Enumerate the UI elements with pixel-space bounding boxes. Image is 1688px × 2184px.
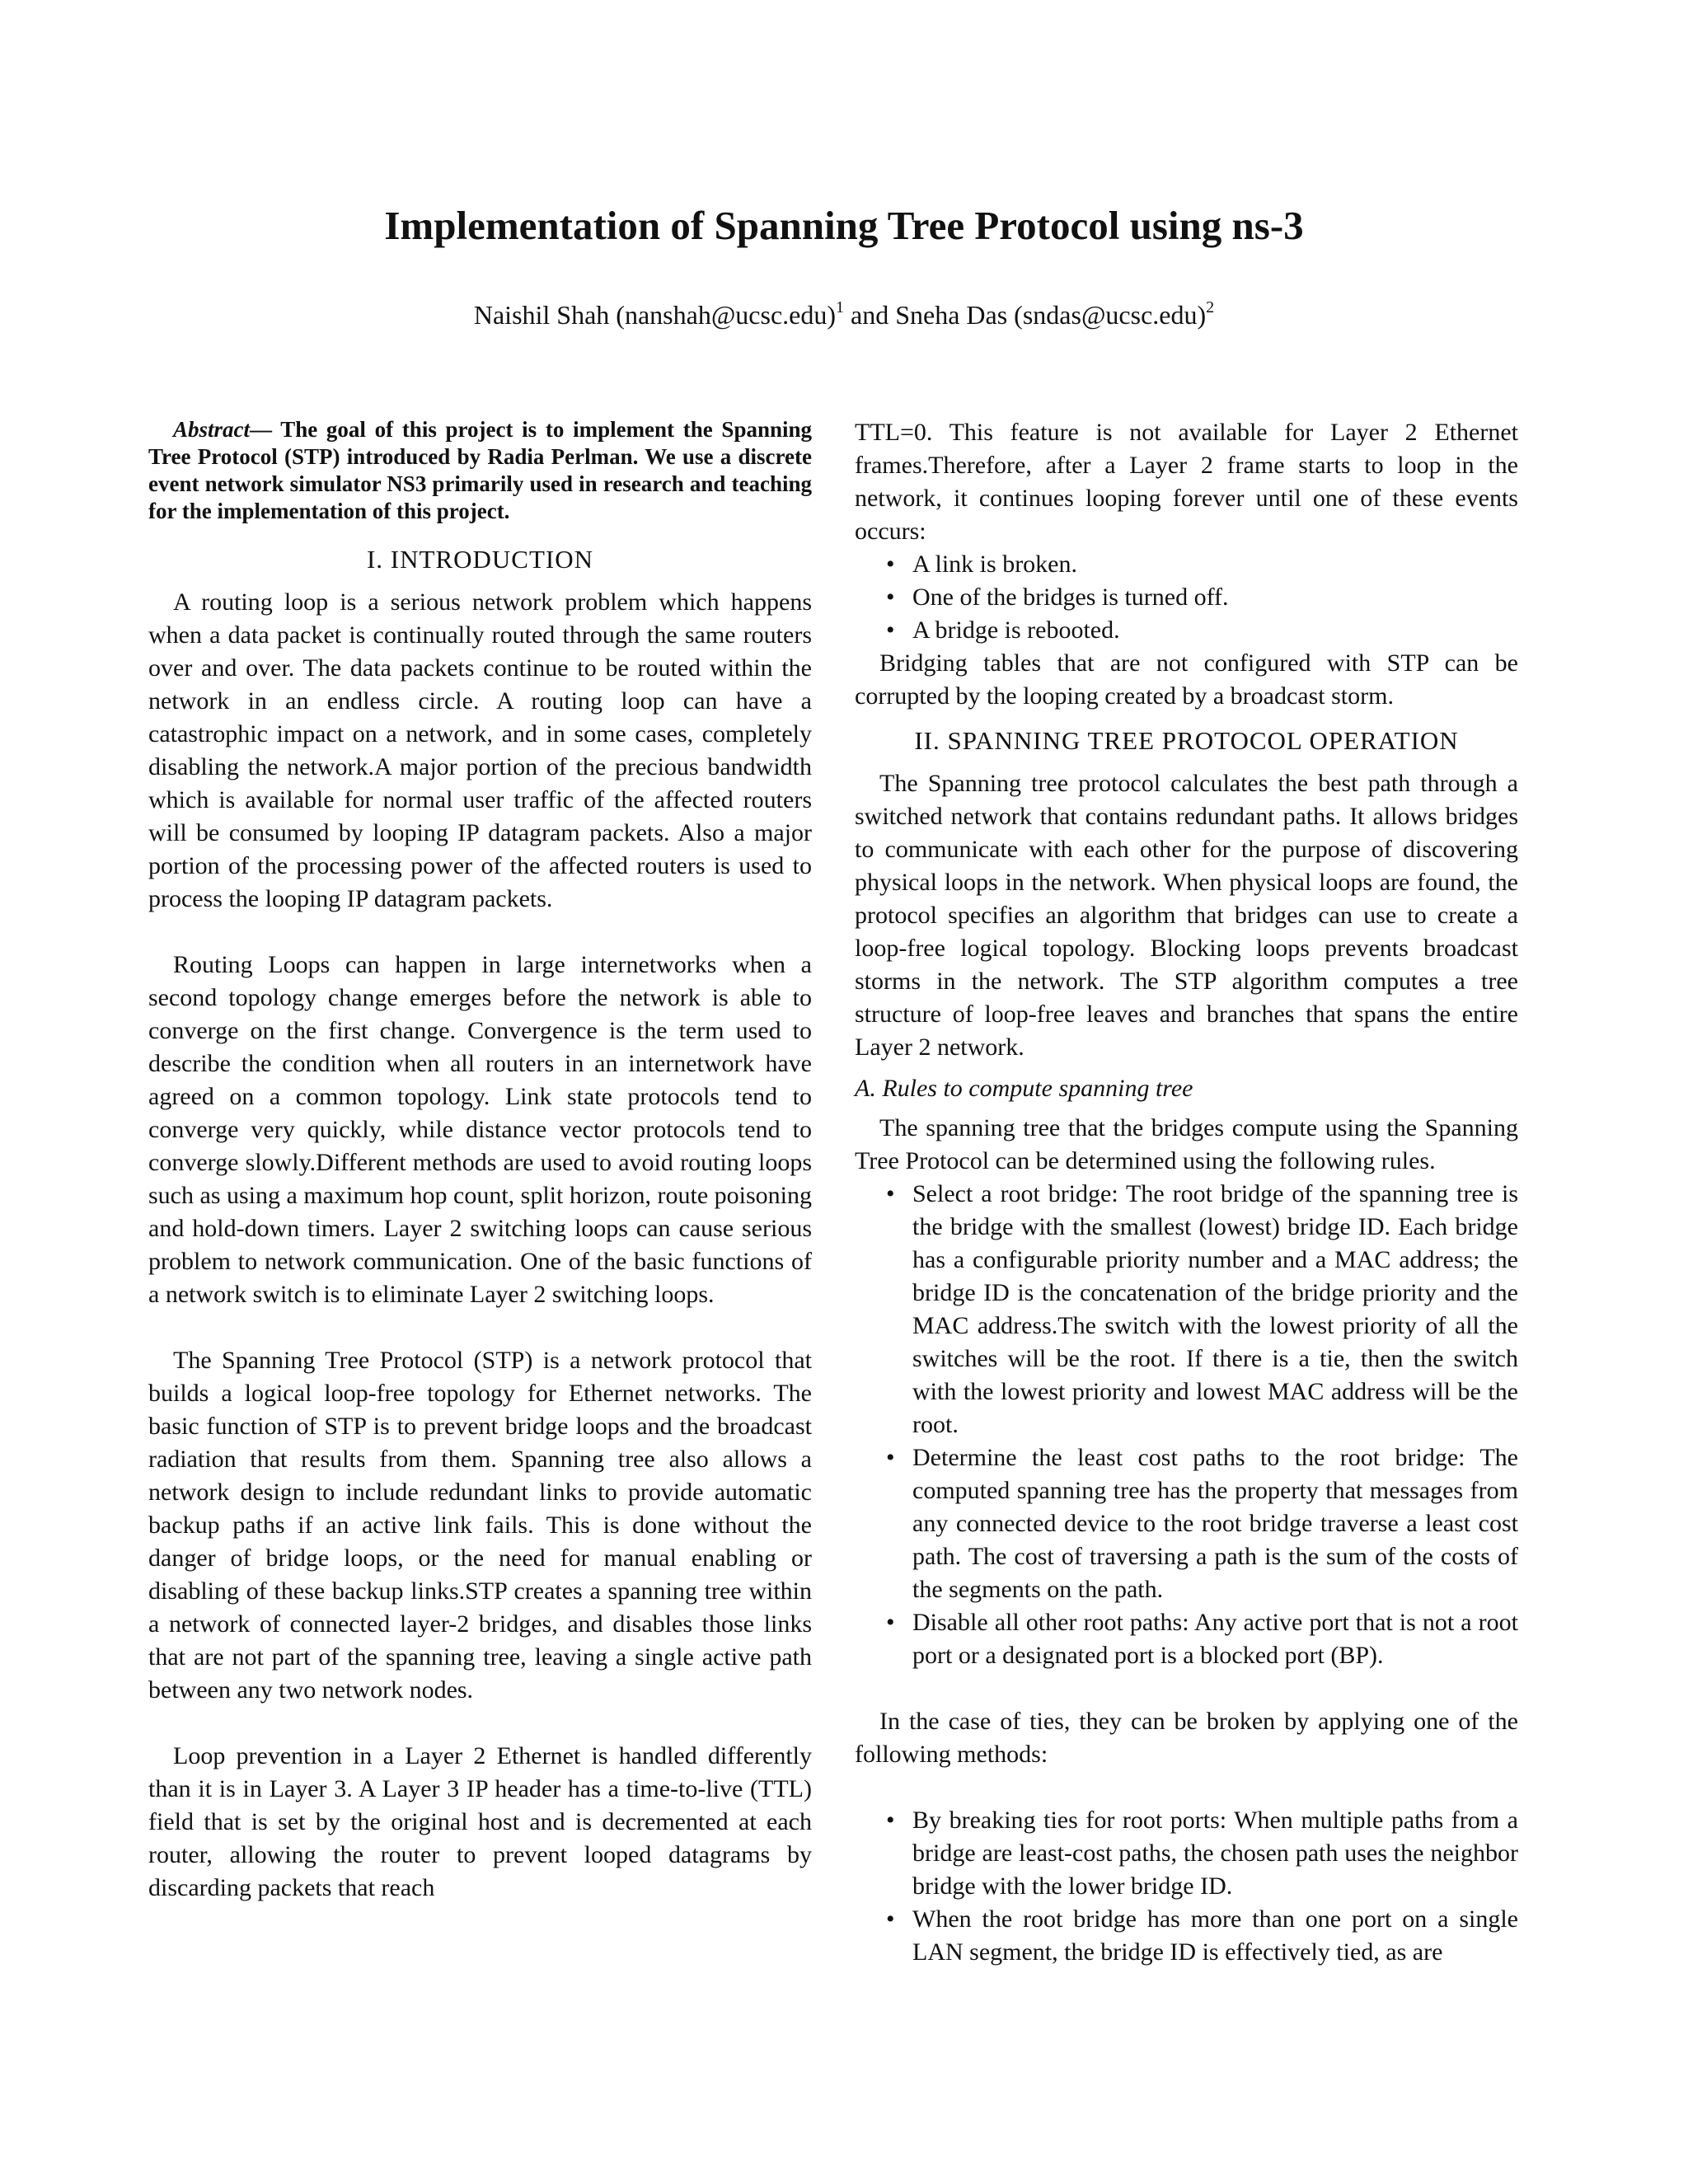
abstract <box>148 416 812 525</box>
author-conjunction: and <box>844 300 896 330</box>
loop-events-list <box>855 548 1518 647</box>
rules-list <box>855 1178 1518 1672</box>
bullet-icon: • <box>886 1180 895 1207</box>
ties-paragraph: In the case of ties, they can be broken by applying one of the following methods: <box>855 1708 1518 1768</box>
intro-paragraph-5: Bridging tables that are not configured with STP can be corrupted by the looping created by a broadcast storm. <box>855 649 1518 710</box>
subsection-heading-rules: A. Rules to compute spanning tree <box>855 1075 1193 1102</box>
paragraph-gap <box>855 1771 1518 1804</box>
paragraph-gap <box>148 916 812 949</box>
list-item: • When the root bridge has more than one port on a single LAN segment, the bridge ID is effectively tied, as are <box>855 1903 1518 1969</box>
list-item: • By breaking ties for root ports: When multiple paths from a bridge are least-cost paths, the chosen path uses the neighbor bridge with the lower bridge ID. <box>855 1804 1518 1903</box>
intro-paragraph-4: Loop prevention in a Layer 2 Ethernet is handled differently than it is in Layer 3. A Layer 3 IP header has a time-to-live (TTL) field that is set by the original host and is decremented at each router, allowing the router to prevent looped datagrams by discarding packets that reach <box>148 1742 812 1901</box>
author-2-affiliation: 2 <box>1206 298 1215 316</box>
list-item: • Determine the least cost paths to the root bridge: The computed spanning tree has the property that messages from any connected device to the root bridge traverse a least cost path. The cost of traversing a path is the sum of the costs of the segments on the path. <box>855 1441 1518 1606</box>
paper-title: Implementation of Spanning Tree Protocol using ns-3 <box>384 203 1304 248</box>
bullet-icon: • <box>886 1444 895 1471</box>
abstract-label: Abstract <box>173 417 251 442</box>
abstract-separator: — <box>250 417 281 442</box>
author-2: Sneha Das (sndas@ucsc.edu) <box>895 300 1207 330</box>
bullet-icon: • <box>886 1807 895 1834</box>
rules-paragraph: The spanning tree that the bridges compute using the Spanning Tree Protocol can be determined using the following rules. <box>855 1114 1518 1174</box>
intro-paragraph-4-continued: TTL=0. This feature is not available for Layer 2 Ethernet frames.Therefore, after a Layer 2 frame starts to loop in the network, it continues looping forever until one of these events occurs: <box>855 419 1518 545</box>
bullet-icon: • <box>886 1609 895 1636</box>
intro-paragraph-3: The Spanning Tree Protocol (STP) is a network protocol that builds a logical loop-free topology for Ethernet networks. The basic function of STP is to prevent bridge loops and the broadcast radiation that results from them. Spanning tree also allows a network design to include redundant links to provide automatic backup paths if an active link fails. This is done without the danger of bridge loops, or the need for manual enabling or disabling of these backup links.STP creates a spanning tree within a network of connected layer-2 bridges, and disables those links that are not part of the spanning tree, leaving a single active path between any two network nodes. <box>148 1347 812 1704</box>
author-1-affiliation: 1 <box>836 298 844 316</box>
paragraph-gap <box>148 1311 812 1344</box>
author-1: Naishil Shah (nanshah@ucsc.edu) <box>473 300 836 330</box>
abstract-text: The goal of this project is to implement the Spanning Tree Protocol (STP) introduced by Radia Perlman. We use a discrete event network simulator NS3 primarily used in research and teaching for the implementation of this project. <box>148 417 813 523</box>
list-item: • A link is broken. <box>855 548 1518 581</box>
author-line <box>0 297 1688 333</box>
intro-paragraph-2: Routing Loops can happen in large internetworks when a second topology change emerges before the network is able to converge on the first change. Convergence is the term used to describe the condition when all routers in an internetwork have agreed on a common topology. Link state protocols tend to converge very quickly, while distance vector protocols tend to converge slowly.Different methods are used to avoid routing loops such as using a maximum hop count, split horizon, route poisoning and hold-down timers. Layer 2 switching loops can cause serious problem to network communication. One of the basic functions of a network switch is to eliminate Layer 2 switching loops. <box>148 951 812 1308</box>
list-item: • Select a root bridge: The root bridge of the spanning tree is the bridge with the smallest (lowest) bridge ID. Each bridge has a configurable priority number and a MAC address; the bridge ID is the concatenation of the bridge priority and the MAC address.The switch with the lowest priority of all the switches will be the root. If there is a tie, then the switch with the lowest priority and lowest MAC address will be the root. <box>855 1178 1518 1441</box>
bullet-icon: • <box>886 1905 895 1933</box>
bullet-icon: • <box>886 551 895 578</box>
bullet-icon: • <box>886 583 895 611</box>
bullet-icon: • <box>886 616 895 644</box>
ties-list <box>855 1804 1518 1969</box>
left-column <box>148 416 812 1905</box>
stp-paragraph-1: The Spanning tree protocol calculates the best path through a switched network that contains redundant paths. It allows bridges to communicate with each other for the purpose of discovering physical loops in the network. When physical loops are found, the protocol specifies an algorithm that bridges can use to create a loop-free logical topology. Blocking loops prevents broadcast storms in the network. The STP algorithm computes a tree structure of loop-free leaves and branches that spans the entire Layer 2 network. <box>855 770 1518 1061</box>
paragraph-gap <box>148 1707 812 1740</box>
intro-paragraph-1: A routing loop is a serious network problem which happens when a data packet is continually routed through the same routers over and over. The data packets continue to be routed within the network in an endless circle. A routing loop can have a catastrophic impact on a network, and in some cases, completely disabling the network.A major portion of the precious bandwidth which is available for normal user traffic of the affected routers will be consumed by looping IP datagram packets. Also a major portion of the processing power of the affected routers is used to process the looping IP datagram packets. <box>148 588 812 912</box>
section-heading-stp-operation: II. SPANNING TREE PROTOCOL OPERATION <box>914 726 1459 755</box>
list-item: • One of the bridges is turned off. <box>855 581 1518 614</box>
right-column <box>855 416 1518 1969</box>
section-heading-introduction: I. INTRODUCTION <box>366 545 594 574</box>
list-item: • A bridge is rebooted. <box>855 614 1518 647</box>
list-item: • Disable all other root paths: Any active port that is not a root port or a designated port is a blocked port (BP). <box>855 1606 1518 1672</box>
paragraph-gap <box>855 1672 1518 1705</box>
